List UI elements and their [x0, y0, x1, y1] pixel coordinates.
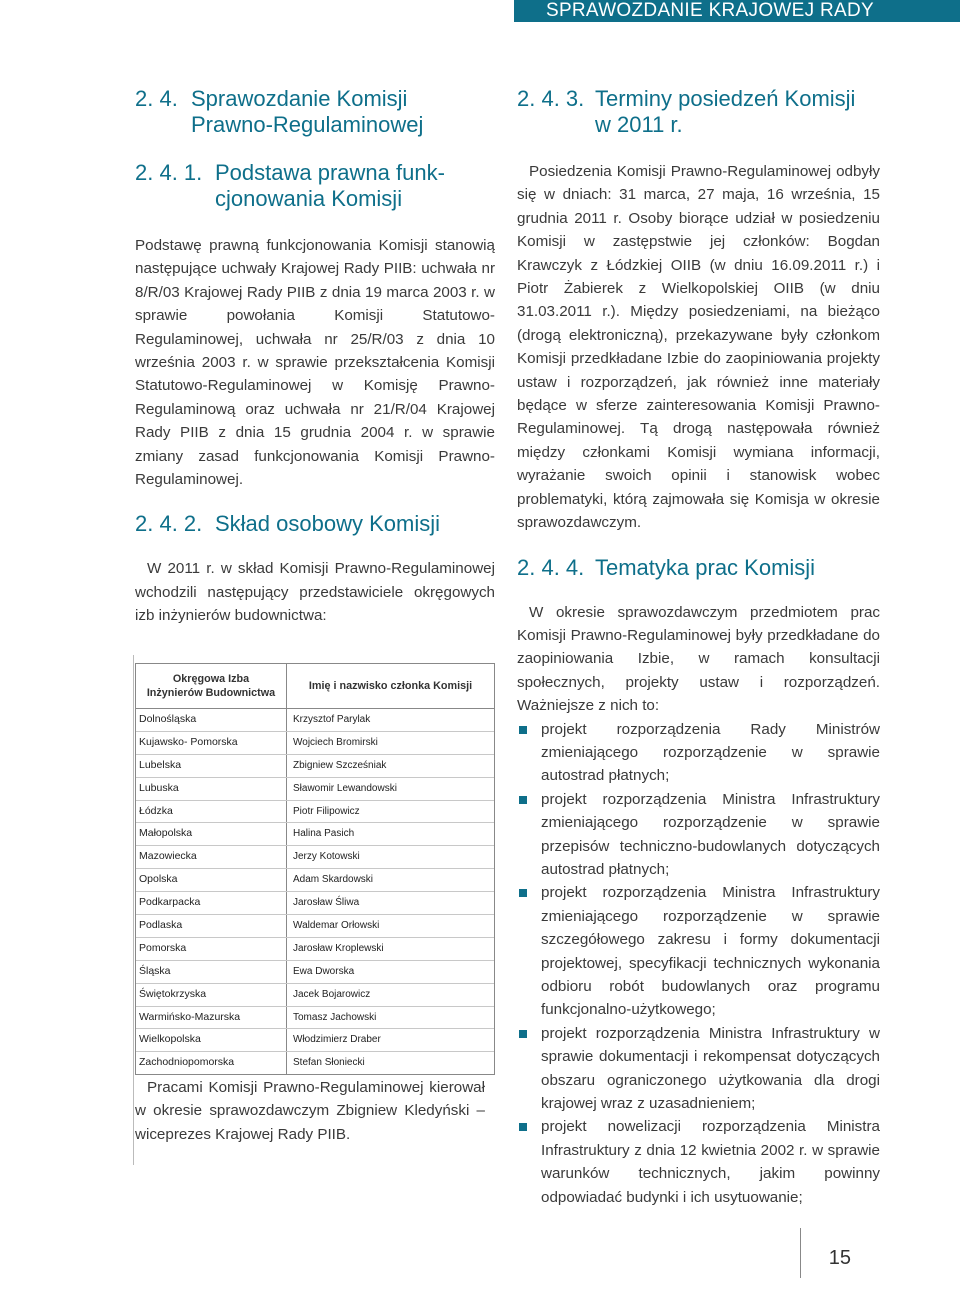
members-table [135, 663, 495, 1075]
table-row [136, 1029, 494, 1052]
chamber-cell: Kujawsko- Pomorska [136, 732, 287, 754]
topics-list [517, 718, 880, 1210]
section-number: 2. 4. 3. [517, 86, 585, 111]
member-cell: Tomasz Jachowski [293, 1011, 377, 1023]
table-row [136, 915, 494, 938]
section-title-line1: Podstawa prawna funk- [215, 160, 445, 185]
section-number: 2. 4. 2. [135, 511, 203, 537]
member-cell: Jacek Bojarowicz [293, 988, 371, 1000]
basis-paragraph: Podstawę prawną funkcjonowania Komisji stanowią następujące uchwały Krajowej Rady PIIB: uchwała nr 8/R/03 Krajowej Rady PIIB z dnia 19 marca 2003 r. w sprawie powołania Komisji Statutowo-Regulaminowej, uchwała nr 25/R/03 z dnia 10 września 2003 r. w sprawie przekształcenia Komisji Statutowo-Regulaminowej w Komisję Prawno-Regulaminową oraz uchwała nr 21/R/04 Krajowej Rady PIIB z dnia 15 grudnia 2004 r. w sprawie zmiany zasad funkcjonowania Komisji Prawno-Regulaminowej. [135, 237, 495, 489]
section-heading-2-4 [135, 86, 495, 138]
member-cell: Krzysztof Parylak [293, 714, 371, 725]
chamber-cell: Śląska [136, 961, 287, 983]
chamber-cell: Zachodniopomorska [136, 1052, 287, 1074]
meetings-paragraph: Posiedzenia Komisji Prawno-Regulaminowej odbyły się w dniach: 31 marca, 27 maja, 16 września, 15 grudnia 2011 r. Osoby biorące udział w posiedzeniu Komisji w zastępstwie jej członków: Bogdan Krawczyk z Łódzkiej OIIB (w dniu 16.09.2011 r.) i Piotr Żabierek z Wielkopolskiej OIIB (w dniu 31.03.2011 r.). Między posiedzeniami, na bieżąco (drogą elektroniczną), przekazywane były członkom Komisji przedkładane Izbie do zaopiniowania projekty ustaw i rozporządzeń, jak również inne materiały będące w sferze zainteresowania Komisji Prawno-Regulaminowej. Tą drogą następowała również między członkami Komisji wymiana informacji, wyrażanie swoich opinii i stanowisk wobec problematyki, którą zajmowała się Komisja w okresie sprawozdawczym. [517, 163, 880, 532]
member-cell: Adam Skardowski [293, 874, 374, 886]
chamber-cell: Pomorska [136, 938, 287, 960]
section-number: 2. 4. [135, 86, 178, 111]
list-item: projekt nowelizacji rozporządzenia Ministra Infrastruktury z dnia 12 kwietnia 2002 r. w sprawie warunków technicznych, jakim powinny odpowiadać budynki i ich usytuowanie; [517, 1115, 880, 1209]
table-row [136, 869, 494, 892]
table-header [136, 664, 494, 709]
member-cell: Jarosław Kroplewski [293, 942, 384, 954]
section-heading-2-4-2 [135, 511, 495, 537]
member-cell: Halina Pasich [293, 828, 355, 840]
closing-paragraph: Pracami Komisji Prawno-Regulaminowej kierował w okresie sprawozdawczym Zbigniew Kledyński – wiceprezes Krajowej Rady PIIB. [135, 1079, 485, 1143]
table-row [136, 823, 494, 846]
chamber-cell: Małopolska [136, 823, 287, 845]
member-cell: Zbigniew Szcześniak [293, 759, 387, 771]
table-row [136, 778, 494, 801]
table-row [136, 709, 494, 732]
section-title [215, 160, 495, 212]
chamber-cell: Dolnośląska [136, 709, 287, 731]
topics-intro: W okresie sprawozdawczym przedmiotem prac Komisji Prawno-Regulaminowej były przedkładane do zaopiniowania Izbie, w ramach konsultacji społecznych, projekty ustaw i rozporządzeń. Ważniejsze z nich to: [517, 603, 880, 715]
table-header-chamber-line2: Inżynierów Budownictwa [146, 687, 276, 699]
list-item: projekt rozporządzenia Ministra Infrastruktury w sprawie dokumentacji i rekompensat dotyczących obszaru ograniczonego użytkowania dla drogi krajowej wraz z uzasadnieniem; [517, 1022, 880, 1116]
chamber-cell: Lubuska [136, 778, 287, 800]
chamber-cell: Łódzka [136, 801, 287, 823]
section-title [191, 86, 495, 138]
section-title-line2: w 2011 r. [595, 112, 683, 137]
chamber-cell: Wielkopolska [136, 1029, 287, 1051]
chamber-cell: Mazowiecka [136, 846, 287, 868]
chamber-cell: Warmińsko-Mazurska [136, 1007, 287, 1029]
member-cell: Waldemar Orłowski [293, 920, 380, 932]
table-header-member: Imię i nazwisko członka Komisji [308, 680, 473, 692]
member-cell: Ewa Dworska [293, 965, 355, 977]
section-title: Tematyka prac Komisji [595, 554, 816, 580]
page-number: 15 [828, 1247, 851, 1269]
table-row [136, 1007, 494, 1030]
table-row [136, 755, 494, 778]
column-rule [133, 655, 134, 1165]
member-cell: Stefan Słoniecki [293, 1057, 365, 1069]
section-number: 2. 4. 1. [135, 160, 203, 185]
member-cell: Wojciech Bromirski [293, 736, 378, 748]
table-header-chamber [136, 664, 287, 708]
section-heading-2-4-1 [135, 160, 495, 212]
running-header-title: SPRAWOZDANIE KRAJOWEJ RADY [545, 0, 874, 21]
member-cell: Jarosław Śliwa [293, 897, 360, 909]
section-title-line1: Terminy posiedzeń Komisji [595, 86, 856, 111]
member-cell: Włodzimierz Draber [293, 1034, 381, 1046]
member-cell: Jerzy Kotowski [293, 851, 360, 863]
closing-block [135, 1076, 485, 1146]
chamber-cell: Podkarpacka [136, 892, 287, 914]
table-row [136, 892, 494, 915]
list-item: projekt rozporządzenia Rady Ministrów zmieniającego rozporządzenie w sprawie autostrad płatnych; [517, 718, 880, 788]
list-item: projekt rozporządzenia Ministra Infrastruktury zmieniającego rozporządzenie w sprawie szczegółowego zakresu i formy dokumentacji projektowej, specyfikacji technicznych wykonania odbioru robót budowlanych oraz programu funkcjonalno-użytkowego; [517, 881, 880, 1021]
section-heading-2-4-3 [517, 86, 880, 138]
table-row [136, 961, 494, 984]
running-header [514, 0, 960, 22]
section-title-line2: Prawno-Regulaminowej [191, 112, 424, 137]
table-row [136, 732, 494, 755]
section-title [595, 86, 880, 138]
section-heading-2-4-4 [517, 555, 880, 581]
table-row [136, 846, 494, 869]
section-title: Skład osobowy Komisji [215, 511, 440, 537]
member-cell: Sławomir Lewandowski [293, 782, 397, 794]
table-body [136, 709, 494, 1074]
list-item: projekt rozporządzenia Ministra Infrastruktury zmieniającego rozporządzenie w sprawie przepisów techniczno-budowlanych dotyczących autostrad płatnych; [517, 788, 880, 882]
table-row [136, 801, 494, 824]
section-number: 2. 4. 4. [517, 554, 585, 580]
chamber-cell: Podlaska [136, 915, 287, 937]
right-column [517, 86, 880, 1209]
chamber-cell: Opolska [136, 869, 287, 891]
page-number-box [800, 1228, 881, 1278]
chamber-cell: Lubelska [136, 755, 287, 777]
member-cell: Piotr Filipowicz [293, 805, 360, 817]
section-title-line2: cjonowania Komisji [215, 186, 403, 211]
table-row [136, 984, 494, 1007]
table-row [136, 1052, 494, 1074]
table-row [136, 938, 494, 961]
table-header-chamber-line1: Okręgowa Izba [172, 673, 250, 685]
members-paragraph: W 2011 r. w skład Komisji Prawno-Regulaminowej wchodzili następujący przedstawiciele okręgowych izb inżynierów budownictwa: [135, 560, 495, 625]
section-title-line1: Sprawozdanie Komisji [191, 86, 408, 111]
left-column [135, 86, 495, 628]
chamber-cell: Świętokrzyska [136, 984, 287, 1006]
